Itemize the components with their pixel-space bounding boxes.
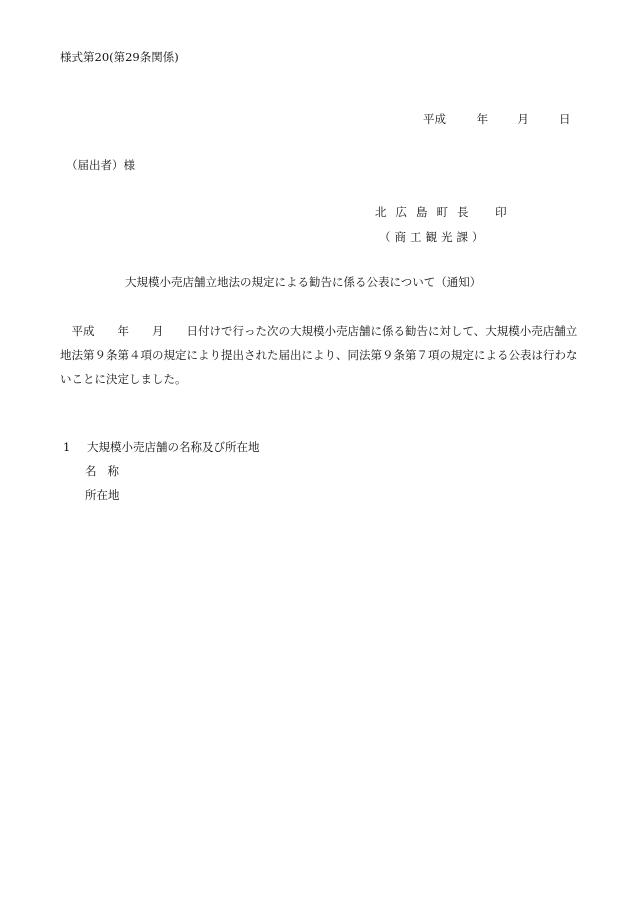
issuer-name: 北広島町長: [375, 205, 478, 219]
item-heading-text: 大規模小売店舗の名称及び所在地: [87, 440, 260, 454]
item-location-label: 所在地: [85, 488, 120, 502]
document-title: 大規模小売店舗立地法の規定による勧告に係る公表について（通知）: [125, 275, 482, 289]
form-number: 様式第20(第29条関係): [60, 50, 179, 64]
item-name-label: 名称: [85, 464, 130, 478]
issuer-department: （商工観光課）: [379, 230, 488, 244]
issuer-seal: 印: [495, 205, 507, 219]
date-day: 日: [558, 112, 571, 126]
issuer-line: [375, 204, 507, 220]
addressee: （届出者）様: [66, 158, 135, 172]
date-year: 年: [476, 112, 489, 126]
item-heading: [63, 439, 260, 455]
date-era: 平成: [423, 112, 446, 126]
date-month: 月: [517, 112, 529, 126]
item-number: 1: [63, 440, 71, 454]
date-line: [423, 111, 570, 127]
body-text: 平成 年 月 日付けで行った次の大規模小売店舗に係る勧告に対して、大規模小売店舗立地法第９条第４項の規定により提出された届出により、同法第９条第７項の規定による公表は行わないことに決定しました。: [60, 324, 578, 386]
